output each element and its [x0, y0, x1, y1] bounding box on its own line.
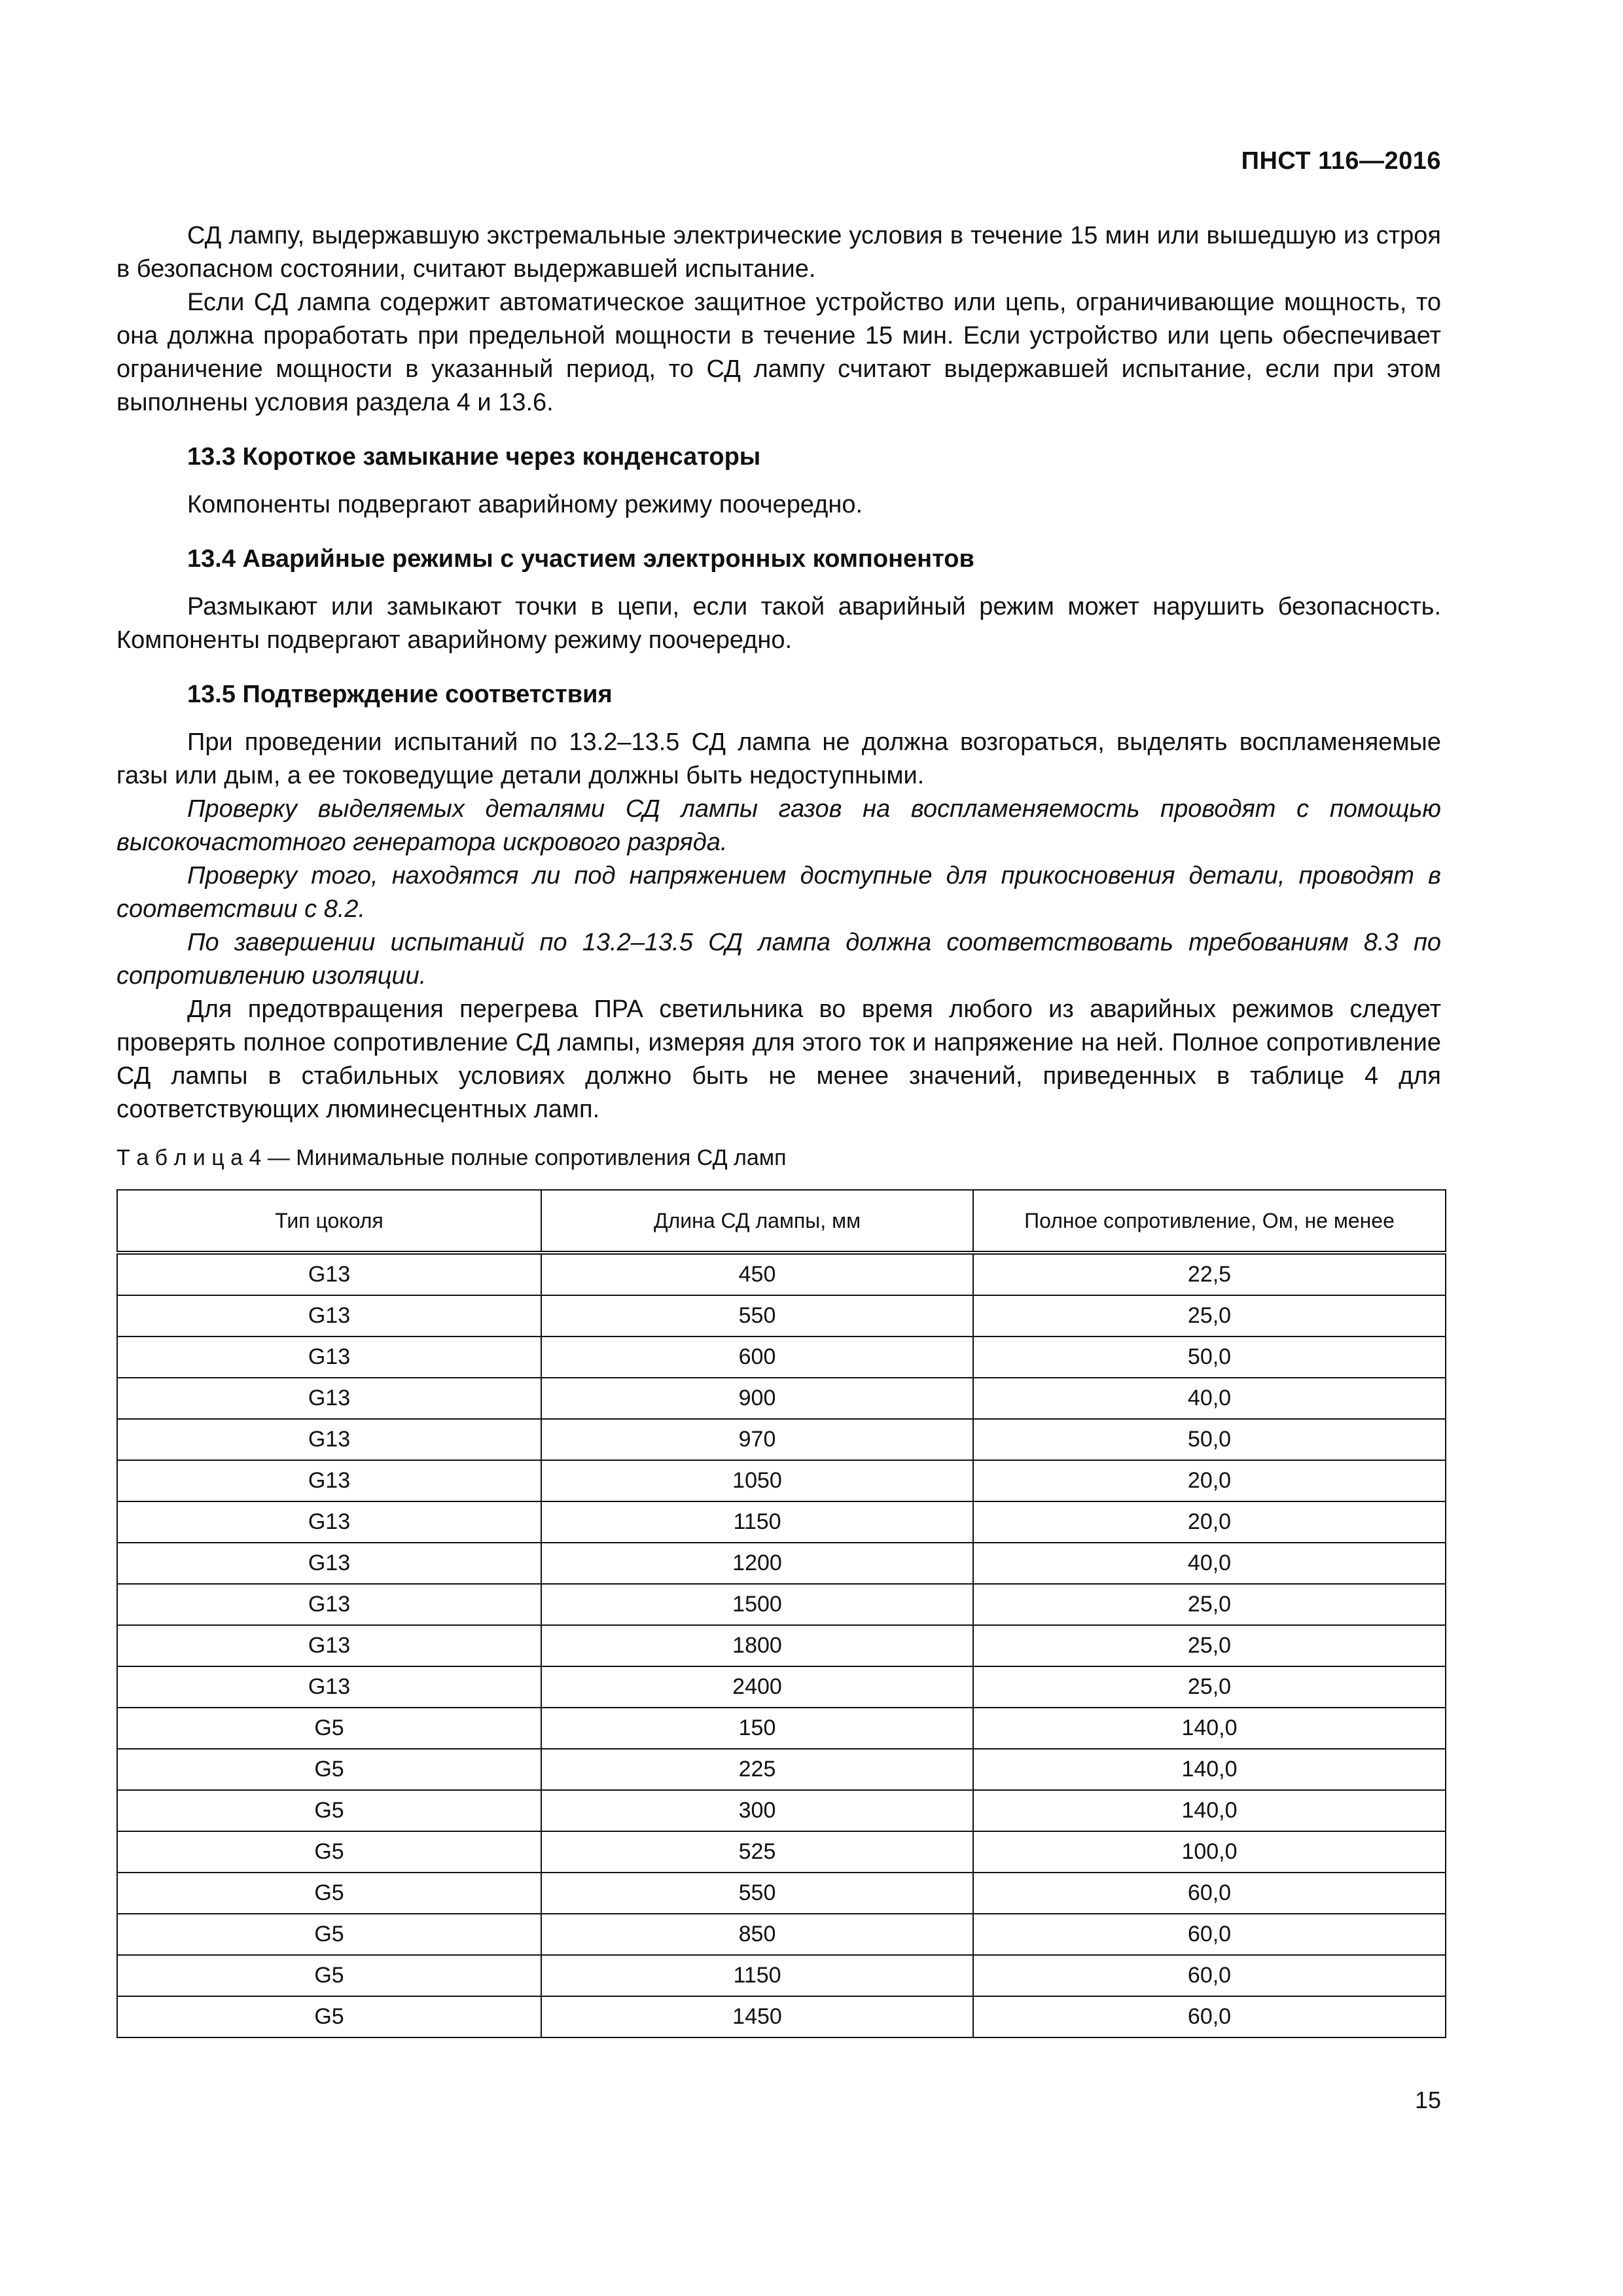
table-cell: 140,0	[973, 1708, 1446, 1749]
table-cell: G5	[117, 1873, 541, 1914]
table-row	[117, 1873, 1446, 1914]
table-cell: G13	[117, 1584, 541, 1625]
table-cell: 60,0	[973, 1996, 1446, 2037]
table-header-row	[117, 1190, 1446, 1253]
table-row	[117, 1336, 1446, 1378]
table-cell: G13	[117, 1625, 541, 1666]
table-cell: 550	[541, 1295, 973, 1336]
table-cell: 25,0	[973, 1295, 1446, 1336]
table-cell: 525	[541, 1831, 973, 1873]
resistance-table	[116, 1189, 1446, 2038]
table-cell: 22,5	[973, 1253, 1446, 1295]
table-cell: 600	[541, 1336, 973, 1378]
table-cell: 150	[541, 1708, 973, 1749]
table-cell: G13	[117, 1336, 541, 1378]
table-cell: G5	[117, 1749, 541, 1790]
paragraph: Если СД лампа содержит автоматическое защитное устройство или цепь, ограничивающие мощность, то она должна проработать при предельной мощности в течение 15 мин. Если устройство или цепь обеспечивает ограничение мощности в указанный период, то СД лампу считают выдержавшей испытание, если при этом выполнены условия раздела 4 и 13.6.	[116, 289, 1441, 416]
table-cell: 850	[541, 1914, 973, 1955]
table-cell: G5	[117, 1708, 541, 1749]
table-cell: 550	[541, 1873, 973, 1914]
table-cell: G13	[117, 1460, 541, 1501]
table-row	[117, 1790, 1446, 1831]
table-cell: G5	[117, 1955, 541, 1996]
section-heading-13-4: 13.4 Аварийные режимы с участием электронных компонентов	[187, 545, 974, 573]
table-cell: 25,0	[973, 1584, 1446, 1625]
paragraph-italic: По завершении испытаний по 13.2–13.5 СД лампа должна соответствовать требованиям 8.3 по сопротивлению изоляции.	[116, 929, 1441, 990]
table-row	[117, 1501, 1446, 1543]
table-cell: 1150	[541, 1955, 973, 1996]
table-cell: G5	[117, 1996, 541, 2037]
table-cell: 2400	[541, 1666, 973, 1708]
table-caption: Т а б л и ц а 4 — Минимальные полные сопротивления СД ламп	[116, 1145, 787, 1170]
table-cell: 60,0	[973, 1955, 1446, 1996]
table-cell: 300	[541, 1790, 973, 1831]
column-header: Полное сопротивление, Ом, не менее	[973, 1190, 1446, 1253]
table-row	[117, 1419, 1446, 1460]
table-row	[117, 1666, 1446, 1708]
paragraph: Размыкают или замыкают точки в цепи, если такой аварийный режим может нарушить безопасность. Компоненты подвергают аварийному режиму поочередно.	[116, 593, 1441, 654]
table-cell: 1450	[541, 1996, 973, 2037]
page-content	[116, 219, 1441, 2038]
table-cell: 20,0	[973, 1460, 1446, 1501]
table-cell: G13	[117, 1419, 541, 1460]
paragraph-italic: Проверку выделяемых деталями СД лампы газов на воспламеняемость проводят с помощью высокочастотного генератора искрового разряда.	[116, 795, 1441, 856]
table-row	[117, 1543, 1446, 1584]
table-cell: 40,0	[973, 1378, 1446, 1419]
table-cell: 1800	[541, 1625, 973, 1666]
table-cell: 225	[541, 1749, 973, 1790]
table-row	[117, 1378, 1446, 1419]
table-body	[117, 1253, 1446, 2037]
table-cell: 1150	[541, 1501, 973, 1543]
table-cell: 40,0	[973, 1543, 1446, 1584]
paragraph: При проведении испытаний по 13.2–13.5 СД лампа не должна возгораться, выделять воспламеняемые газы или дым, а ее токоведущие детали должны быть недоступными.	[116, 728, 1441, 789]
document-code: ПНСТ 116—2016	[1241, 147, 1441, 175]
paragraph: СД лампу, выдержавшую экстремальные электрические условия в течение 15 мин или вышедшую из строя в безопасном состоянии, считают выдержавшей испытание.	[116, 222, 1441, 283]
table-cell: 140,0	[973, 1790, 1446, 1831]
table-cell: G13	[117, 1295, 541, 1336]
table-row	[117, 1708, 1446, 1749]
table-cell: 60,0	[973, 1914, 1446, 1955]
table-cell: G5	[117, 1914, 541, 1955]
table-cell: G13	[117, 1501, 541, 1543]
table-row	[117, 1996, 1446, 2037]
table-cell: G5	[117, 1831, 541, 1873]
table-row	[117, 1831, 1446, 1873]
table-cell: 50,0	[973, 1336, 1446, 1378]
table-cell: G13	[117, 1378, 541, 1419]
table-row	[117, 1625, 1446, 1666]
table-cell: 25,0	[973, 1666, 1446, 1708]
table-cell: 450	[541, 1253, 973, 1295]
table-row	[117, 1914, 1446, 1955]
section-heading-13-3: 13.3 Короткое замыкание через конденсаторы	[187, 443, 761, 471]
table-cell: 20,0	[973, 1501, 1446, 1543]
paragraph: Компоненты подвергают аварийному режиму поочередно.	[187, 491, 863, 518]
table-cell: 1050	[541, 1460, 973, 1501]
table-cell: 60,0	[973, 1873, 1446, 1914]
table-row	[117, 1584, 1446, 1625]
table-cell: 970	[541, 1419, 973, 1460]
table-cell: 900	[541, 1378, 973, 1419]
table-cell: 1500	[541, 1584, 973, 1625]
table-cell: 140,0	[973, 1749, 1446, 1790]
table-cell: G13	[117, 1543, 541, 1584]
table-row	[117, 1253, 1446, 1295]
column-header: Тип цоколя	[117, 1190, 541, 1253]
table-row	[117, 1295, 1446, 1336]
section-heading-13-5: 13.5 Подтверждение соответствия	[187, 681, 613, 708]
table-cell: 100,0	[973, 1831, 1446, 1873]
paragraph: Для предотвращения перегрева ПРА светильника во время любого из аварийных режимов следует проверять полное сопротивление СД лампы, измеряя для этого ток и напряжение на ней. Полное сопротивление СД лампы в стабильных условиях должно быть не менее значений, приведенных в таблице 4 для соответствующих люминесцентных ламп.	[116, 996, 1441, 1123]
page-number: 15	[1414, 2087, 1441, 2113]
paragraph-italic: Проверку того, находятся ли под напряжением доступные для прикосновения детали, проводят в соответствии с 8.2.	[116, 862, 1441, 923]
column-header: Длина СД лампы, мм	[541, 1190, 973, 1253]
table-cell: 25,0	[973, 1625, 1446, 1666]
table-row	[117, 1749, 1446, 1790]
table-cell: 1200	[541, 1543, 973, 1584]
table-cell: G13	[117, 1253, 541, 1295]
table-row	[117, 1955, 1446, 1996]
table-row	[117, 1460, 1446, 1501]
table-cell: 50,0	[973, 1419, 1446, 1460]
table-cell: G13	[117, 1666, 541, 1708]
table-cell: G5	[117, 1790, 541, 1831]
